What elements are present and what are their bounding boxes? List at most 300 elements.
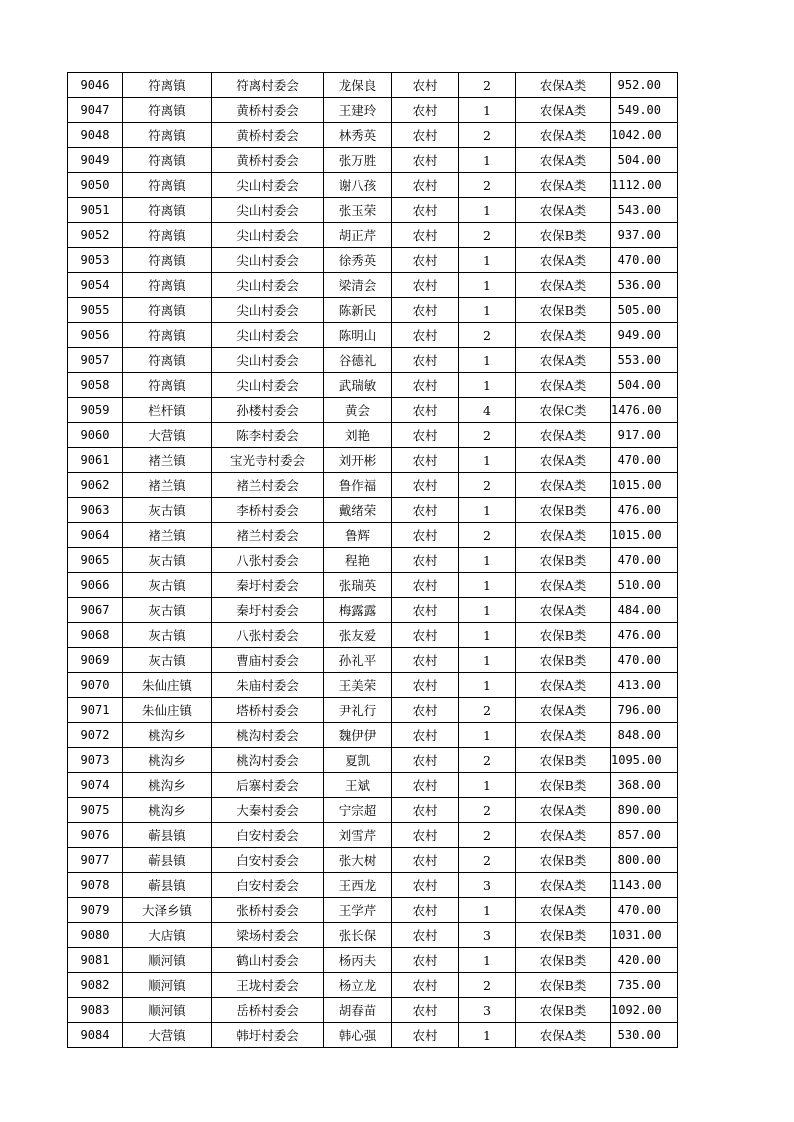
insurance-category-cell: 农保A类 — [516, 873, 611, 898]
village-committee-cell: 尖山村委会 — [212, 273, 324, 298]
person-name-cell: 刘开彬 — [324, 448, 392, 473]
town-cell: 褚兰镇 — [123, 473, 212, 498]
town-cell: 符离镇 — [123, 73, 212, 98]
area-type-cell: 农村 — [392, 573, 459, 598]
amount-cell: 470.00 — [611, 248, 678, 273]
town-cell: 大店镇 — [123, 923, 212, 948]
row-id-cell: 9064 — [68, 523, 123, 548]
amount-cell: 530.00 — [611, 1023, 678, 1048]
town-cell: 蕲县镇 — [123, 823, 212, 848]
household-size-cell: 2 — [459, 523, 516, 548]
amount-cell: 949.00 — [611, 323, 678, 348]
table-row — [68, 498, 678, 523]
person-name-cell: 王建玲 — [324, 98, 392, 123]
row-id-cell: 9082 — [68, 973, 123, 998]
area-type-cell: 农村 — [392, 398, 459, 423]
town-cell: 桃沟乡 — [123, 723, 212, 748]
table-row — [68, 748, 678, 773]
row-id-cell: 9078 — [68, 873, 123, 898]
household-size-cell: 1 — [459, 298, 516, 323]
person-name-cell: 杨立龙 — [324, 973, 392, 998]
area-type-cell: 农村 — [392, 323, 459, 348]
amount-cell: 1095.00 — [611, 748, 678, 773]
area-type-cell: 农村 — [392, 223, 459, 248]
table-row — [68, 798, 678, 823]
insurance-category-cell: 农保A类 — [516, 323, 611, 348]
area-type-cell: 农村 — [392, 198, 459, 223]
row-id-cell: 9083 — [68, 998, 123, 1023]
table-row — [68, 348, 678, 373]
area-type-cell: 农村 — [392, 1023, 459, 1048]
insurance-category-cell: 农保A类 — [516, 173, 611, 198]
table-row — [68, 648, 678, 673]
table-row — [68, 523, 678, 548]
household-size-cell: 2 — [459, 223, 516, 248]
insurance-category-cell: 农保B类 — [516, 923, 611, 948]
town-cell: 顺河镇 — [123, 973, 212, 998]
village-committee-cell: 张桥村委会 — [212, 898, 324, 923]
row-id-cell: 9070 — [68, 673, 123, 698]
table-row — [68, 273, 678, 298]
household-size-cell: 2 — [459, 823, 516, 848]
person-name-cell: 刘雪芹 — [324, 823, 392, 848]
village-committee-cell: 褚兰村委会 — [212, 523, 324, 548]
person-name-cell: 王斌 — [324, 773, 392, 798]
household-size-cell: 4 — [459, 398, 516, 423]
person-name-cell: 张万胜 — [324, 148, 392, 173]
table-row — [68, 73, 678, 98]
subsidy-table — [67, 72, 678, 1048]
insurance-category-cell: 农保A类 — [516, 473, 611, 498]
person-name-cell: 王学芹 — [324, 898, 392, 923]
amount-cell: 857.00 — [611, 823, 678, 848]
town-cell: 栏杆镇 — [123, 398, 212, 423]
amount-cell: 917.00 — [611, 423, 678, 448]
person-name-cell: 张友爱 — [324, 623, 392, 648]
household-size-cell: 1 — [459, 373, 516, 398]
amount-cell: 549.00 — [611, 98, 678, 123]
table-body — [68, 73, 678, 1048]
village-committee-cell: 后寨村委会 — [212, 773, 324, 798]
village-committee-cell: 尖山村委会 — [212, 323, 324, 348]
person-name-cell: 杨丙夫 — [324, 948, 392, 973]
person-name-cell: 陈新民 — [324, 298, 392, 323]
area-type-cell: 农村 — [392, 748, 459, 773]
amount-cell: 470.00 — [611, 648, 678, 673]
table-row — [68, 448, 678, 473]
insurance-category-cell: 农保A类 — [516, 698, 611, 723]
table-row — [68, 1023, 678, 1048]
village-committee-cell: 白安村委会 — [212, 873, 324, 898]
table-row — [68, 973, 678, 998]
amount-cell: 543.00 — [611, 198, 678, 223]
town-cell: 朱仙庄镇 — [123, 698, 212, 723]
household-size-cell: 1 — [459, 623, 516, 648]
row-id-cell: 9060 — [68, 423, 123, 448]
town-cell: 灰古镇 — [123, 573, 212, 598]
row-id-cell: 9080 — [68, 923, 123, 948]
person-name-cell: 林秀英 — [324, 123, 392, 148]
row-id-cell: 9074 — [68, 773, 123, 798]
village-committee-cell: 褚兰村委会 — [212, 473, 324, 498]
insurance-category-cell: 农保B类 — [516, 623, 611, 648]
person-name-cell: 刘艳 — [324, 423, 392, 448]
amount-cell: 800.00 — [611, 848, 678, 873]
table-row — [68, 598, 678, 623]
person-name-cell: 尹礼行 — [324, 698, 392, 723]
household-size-cell: 1 — [459, 573, 516, 598]
person-name-cell: 张大树 — [324, 848, 392, 873]
town-cell: 褚兰镇 — [123, 448, 212, 473]
town-cell: 蕲县镇 — [123, 848, 212, 873]
row-id-cell: 9056 — [68, 323, 123, 348]
village-committee-cell: 鹤山村委会 — [212, 948, 324, 973]
amount-cell: 504.00 — [611, 148, 678, 173]
village-committee-cell: 桃沟村委会 — [212, 748, 324, 773]
insurance-category-cell: 农保A类 — [516, 423, 611, 448]
row-id-cell: 9059 — [68, 398, 123, 423]
row-id-cell: 9067 — [68, 598, 123, 623]
village-committee-cell: 朱庙村委会 — [212, 673, 324, 698]
row-id-cell: 9055 — [68, 298, 123, 323]
row-id-cell: 9076 — [68, 823, 123, 848]
village-committee-cell: 符离村委会 — [212, 73, 324, 98]
table-row — [68, 423, 678, 448]
amount-cell: 470.00 — [611, 898, 678, 923]
village-committee-cell: 大秦村委会 — [212, 798, 324, 823]
table-row — [68, 898, 678, 923]
insurance-category-cell: 农保A类 — [516, 898, 611, 923]
area-type-cell: 农村 — [392, 723, 459, 748]
person-name-cell: 梁清会 — [324, 273, 392, 298]
insurance-category-cell: 农保B类 — [516, 498, 611, 523]
village-committee-cell: 宝光寺村委会 — [212, 448, 324, 473]
town-cell: 符离镇 — [123, 298, 212, 323]
town-cell: 褚兰镇 — [123, 523, 212, 548]
household-size-cell: 1 — [459, 148, 516, 173]
insurance-category-cell: 农保A类 — [516, 123, 611, 148]
insurance-category-cell: 农保A类 — [516, 673, 611, 698]
table-row — [68, 948, 678, 973]
amount-cell: 952.00 — [611, 73, 678, 98]
town-cell: 符离镇 — [123, 198, 212, 223]
town-cell: 符离镇 — [123, 173, 212, 198]
row-id-cell: 9081 — [68, 948, 123, 973]
table-row — [68, 173, 678, 198]
person-name-cell: 梅露露 — [324, 598, 392, 623]
table-row — [68, 923, 678, 948]
table-row — [68, 398, 678, 423]
household-size-cell: 2 — [459, 848, 516, 873]
table-row — [68, 123, 678, 148]
insurance-category-cell: 农保A类 — [516, 573, 611, 598]
insurance-category-cell: 农保A类 — [516, 248, 611, 273]
table-row — [68, 248, 678, 273]
person-name-cell: 夏凯 — [324, 748, 392, 773]
village-committee-cell: 尖山村委会 — [212, 198, 324, 223]
row-id-cell: 9073 — [68, 748, 123, 773]
table-row — [68, 198, 678, 223]
table-row — [68, 773, 678, 798]
area-type-cell: 农村 — [392, 273, 459, 298]
village-committee-cell: 黄桥村委会 — [212, 148, 324, 173]
area-type-cell: 农村 — [392, 548, 459, 573]
row-id-cell: 9047 — [68, 98, 123, 123]
table-row — [68, 473, 678, 498]
row-id-cell: 9061 — [68, 448, 123, 473]
area-type-cell: 农村 — [392, 898, 459, 923]
person-name-cell: 韩心强 — [324, 1023, 392, 1048]
person-name-cell: 徐秀英 — [324, 248, 392, 273]
household-size-cell: 1 — [459, 598, 516, 623]
insurance-category-cell: 农保A类 — [516, 1023, 611, 1048]
person-name-cell: 胡春苗 — [324, 998, 392, 1023]
insurance-category-cell: 农保A类 — [516, 148, 611, 173]
village-committee-cell: 尖山村委会 — [212, 223, 324, 248]
amount-cell: 1015.00 — [611, 523, 678, 548]
row-id-cell: 9084 — [68, 1023, 123, 1048]
household-size-cell: 1 — [459, 98, 516, 123]
amount-cell: 536.00 — [611, 273, 678, 298]
household-size-cell: 2 — [459, 698, 516, 723]
household-size-cell: 2 — [459, 323, 516, 348]
village-committee-cell: 王垅村委会 — [212, 973, 324, 998]
town-cell: 顺河镇 — [123, 998, 212, 1023]
village-committee-cell: 白安村委会 — [212, 823, 324, 848]
amount-cell: 504.00 — [611, 373, 678, 398]
table-row — [68, 873, 678, 898]
person-name-cell: 张长保 — [324, 923, 392, 948]
village-committee-cell: 曹庙村委会 — [212, 648, 324, 673]
household-size-cell: 1 — [459, 448, 516, 473]
amount-cell: 476.00 — [611, 623, 678, 648]
amount-cell: 420.00 — [611, 948, 678, 973]
household-size-cell: 2 — [459, 423, 516, 448]
household-size-cell: 2 — [459, 473, 516, 498]
person-name-cell: 王美荣 — [324, 673, 392, 698]
amount-cell: 1015.00 — [611, 473, 678, 498]
town-cell: 桃沟乡 — [123, 748, 212, 773]
town-cell: 符离镇 — [123, 248, 212, 273]
town-cell: 桃沟乡 — [123, 773, 212, 798]
town-cell: 灰古镇 — [123, 648, 212, 673]
town-cell: 符离镇 — [123, 348, 212, 373]
table-row — [68, 373, 678, 398]
area-type-cell: 农村 — [392, 823, 459, 848]
table-row — [68, 673, 678, 698]
household-size-cell: 2 — [459, 798, 516, 823]
table-row — [68, 573, 678, 598]
village-committee-cell: 陈李村委会 — [212, 423, 324, 448]
village-committee-cell: 岳桥村委会 — [212, 998, 324, 1023]
insurance-category-cell: 农保B类 — [516, 998, 611, 1023]
table-row — [68, 848, 678, 873]
insurance-category-cell: 农保B类 — [516, 648, 611, 673]
area-type-cell: 农村 — [392, 448, 459, 473]
row-id-cell: 9050 — [68, 173, 123, 198]
town-cell: 大泽乡镇 — [123, 898, 212, 923]
amount-cell: 1112.00 — [611, 173, 678, 198]
area-type-cell: 农村 — [392, 473, 459, 498]
insurance-category-cell: 农保B类 — [516, 848, 611, 873]
area-type-cell: 农村 — [392, 848, 459, 873]
insurance-category-cell: 农保B类 — [516, 223, 611, 248]
household-size-cell: 2 — [459, 748, 516, 773]
area-type-cell: 农村 — [392, 623, 459, 648]
insurance-category-cell: 农保A类 — [516, 348, 611, 373]
person-name-cell: 孙礼平 — [324, 648, 392, 673]
amount-cell: 368.00 — [611, 773, 678, 798]
row-id-cell: 9049 — [68, 148, 123, 173]
area-type-cell: 农村 — [392, 598, 459, 623]
insurance-category-cell: 农保A类 — [516, 723, 611, 748]
row-id-cell: 9051 — [68, 198, 123, 223]
town-cell: 顺河镇 — [123, 948, 212, 973]
person-name-cell: 鲁辉 — [324, 523, 392, 548]
amount-cell: 1143.00 — [611, 873, 678, 898]
row-id-cell: 9048 — [68, 123, 123, 148]
insurance-category-cell: 农保A类 — [516, 373, 611, 398]
insurance-category-cell: 农保B类 — [516, 948, 611, 973]
person-name-cell: 武瑞敏 — [324, 373, 392, 398]
amount-cell: 1092.00 — [611, 998, 678, 1023]
person-name-cell: 胡正芹 — [324, 223, 392, 248]
person-name-cell: 魏伊伊 — [324, 723, 392, 748]
household-size-cell: 1 — [459, 648, 516, 673]
amount-cell: 1031.00 — [611, 923, 678, 948]
person-name-cell: 戴绪荣 — [324, 498, 392, 523]
insurance-category-cell: 农保A类 — [516, 73, 611, 98]
village-committee-cell: 八张村委会 — [212, 548, 324, 573]
row-id-cell: 9053 — [68, 248, 123, 273]
town-cell: 符离镇 — [123, 123, 212, 148]
area-type-cell: 农村 — [392, 123, 459, 148]
row-id-cell: 9077 — [68, 848, 123, 873]
row-id-cell: 9079 — [68, 898, 123, 923]
area-type-cell: 农村 — [392, 348, 459, 373]
town-cell: 符离镇 — [123, 223, 212, 248]
table-row — [68, 723, 678, 748]
area-type-cell: 农村 — [392, 973, 459, 998]
amount-cell: 484.00 — [611, 598, 678, 623]
person-name-cell: 鲁作福 — [324, 473, 392, 498]
town-cell: 符离镇 — [123, 273, 212, 298]
village-committee-cell: 尖山村委会 — [212, 248, 324, 273]
insurance-category-cell: 农保A类 — [516, 598, 611, 623]
village-committee-cell: 塔桥村委会 — [212, 698, 324, 723]
row-id-cell: 9065 — [68, 548, 123, 573]
row-id-cell: 9068 — [68, 623, 123, 648]
row-id-cell: 9057 — [68, 348, 123, 373]
village-committee-cell: 梁场村委会 — [212, 923, 324, 948]
area-type-cell: 农村 — [392, 648, 459, 673]
village-committee-cell: 黄桥村委会 — [212, 98, 324, 123]
person-name-cell: 谢八孩 — [324, 173, 392, 198]
village-committee-cell: 孙楼村委会 — [212, 398, 324, 423]
amount-cell: 796.00 — [611, 698, 678, 723]
village-committee-cell: 尖山村委会 — [212, 373, 324, 398]
amount-cell: 510.00 — [611, 573, 678, 598]
row-id-cell: 9063 — [68, 498, 123, 523]
village-committee-cell: 尖山村委会 — [212, 173, 324, 198]
household-size-cell: 3 — [459, 923, 516, 948]
village-committee-cell: 尖山村委会 — [212, 298, 324, 323]
town-cell: 朱仙庄镇 — [123, 673, 212, 698]
town-cell: 蕲县镇 — [123, 873, 212, 898]
town-cell: 大营镇 — [123, 423, 212, 448]
amount-cell: 1042.00 — [611, 123, 678, 148]
row-id-cell: 9054 — [68, 273, 123, 298]
town-cell: 符离镇 — [123, 148, 212, 173]
area-type-cell: 农村 — [392, 948, 459, 973]
table-row — [68, 623, 678, 648]
household-size-cell: 2 — [459, 173, 516, 198]
household-size-cell: 1 — [459, 498, 516, 523]
household-size-cell: 1 — [459, 898, 516, 923]
area-type-cell: 农村 — [392, 773, 459, 798]
row-id-cell: 9046 — [68, 73, 123, 98]
area-type-cell: 农村 — [392, 998, 459, 1023]
village-committee-cell: 桃沟村委会 — [212, 723, 324, 748]
row-id-cell: 9071 — [68, 698, 123, 723]
village-committee-cell: 李桥村委会 — [212, 498, 324, 523]
amount-cell: 470.00 — [611, 448, 678, 473]
row-id-cell: 9058 — [68, 373, 123, 398]
area-type-cell: 农村 — [392, 498, 459, 523]
town-cell: 大营镇 — [123, 1023, 212, 1048]
household-size-cell: 1 — [459, 723, 516, 748]
household-size-cell: 2 — [459, 73, 516, 98]
household-size-cell: 1 — [459, 773, 516, 798]
insurance-category-cell: 农保A类 — [516, 98, 611, 123]
town-cell: 灰古镇 — [123, 548, 212, 573]
person-name-cell: 陈明山 — [324, 323, 392, 348]
household-size-cell: 1 — [459, 248, 516, 273]
area-type-cell: 农村 — [392, 698, 459, 723]
person-name-cell: 程艳 — [324, 548, 392, 573]
table-row — [68, 98, 678, 123]
insurance-category-cell: 农保B类 — [516, 773, 611, 798]
table-row — [68, 323, 678, 348]
household-size-cell: 3 — [459, 873, 516, 898]
town-cell: 桃沟乡 — [123, 798, 212, 823]
area-type-cell: 农村 — [392, 148, 459, 173]
person-name-cell: 张玉荣 — [324, 198, 392, 223]
table-row — [68, 223, 678, 248]
person-name-cell: 龙保良 — [324, 73, 392, 98]
table-row — [68, 548, 678, 573]
village-committee-cell: 八张村委会 — [212, 623, 324, 648]
insurance-category-cell: 农保A类 — [516, 823, 611, 848]
village-committee-cell: 白安村委会 — [212, 848, 324, 873]
person-name-cell: 黄会 — [324, 398, 392, 423]
person-name-cell: 张瑞英 — [324, 573, 392, 598]
insurance-category-cell: 农保B类 — [516, 748, 611, 773]
table-row — [68, 823, 678, 848]
person-name-cell: 王西龙 — [324, 873, 392, 898]
row-id-cell: 9069 — [68, 648, 123, 673]
table-row — [68, 148, 678, 173]
person-name-cell: 宁宗超 — [324, 798, 392, 823]
amount-cell: 476.00 — [611, 498, 678, 523]
town-cell: 灰古镇 — [123, 598, 212, 623]
area-type-cell: 农村 — [392, 73, 459, 98]
table-row — [68, 998, 678, 1023]
household-size-cell: 1 — [459, 273, 516, 298]
household-size-cell: 2 — [459, 123, 516, 148]
household-size-cell: 1 — [459, 548, 516, 573]
insurance-category-cell: 农保A类 — [516, 523, 611, 548]
